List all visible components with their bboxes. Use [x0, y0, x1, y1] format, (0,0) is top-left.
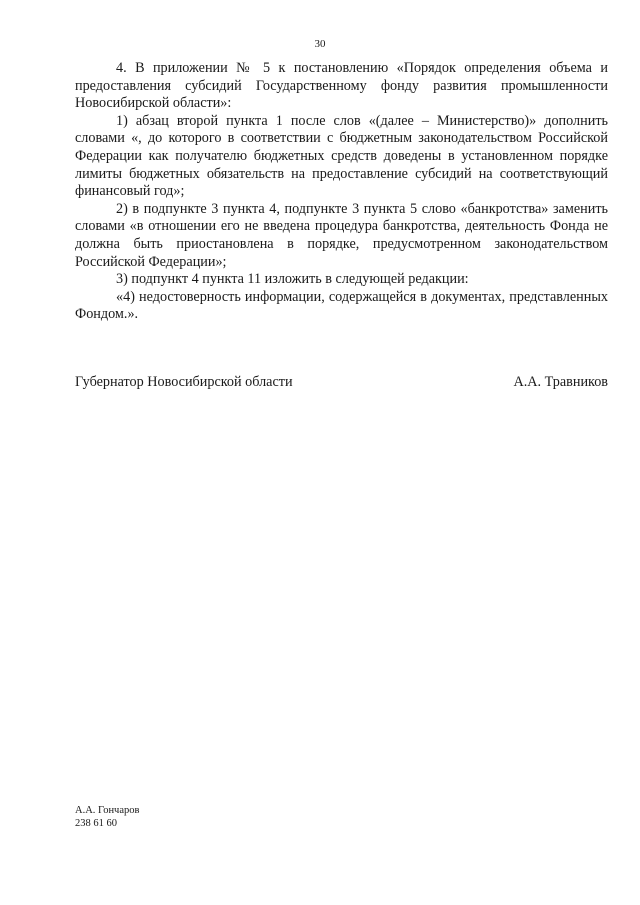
page-number: 30 [314, 38, 326, 50]
paragraph-subitem-2: 2) в подпункте 3 пункта 4, подпункте 3 пункта 5 слово «банкротства» заменить словами «в отношении его не введена процедура банкротства, деятельность Фонда не должна быть приостановлена в порядке, предусмотренном законодательством Российской Федерации»; [75, 200, 608, 270]
paragraph-item-4: 4. В приложении № 5 к постановлению «Порядок определения объема и предоставления субсидий Государственному фонду развития промышленности Новосибирской области»: [75, 60, 608, 112]
document-body [75, 60, 608, 324]
executor-info [75, 805, 139, 830]
executor-phone: 238 61 60 [75, 817, 117, 829]
signatory-position: Губернатор Новосибирской области [75, 374, 293, 390]
paragraph-subitem-3: 3) подпункт 4 пункта 11 изложить в следующей редакции: [116, 271, 469, 288]
executor-name: А.А. Гончаров [75, 805, 140, 816]
paragraph-quoted-subitem-4: «4) недостоверность информации, содержащейся в документах, представленных Фондом.». [75, 288, 608, 323]
signature-block [75, 374, 608, 391]
paragraph-subitem-1: 1) абзац второй пункта 1 после слов «(далее – Министерство)» дополнить словами «, до которого в соответствии с бюджетным законодательством Российской Федерации как получателю бюджетных средств доведены в установленном порядке лимиты бюджетных обязательств на предоставление субсидий на соответствующий финансовый год»; [75, 112, 608, 200]
signatory-name: А.А. Травников [513, 374, 608, 390]
